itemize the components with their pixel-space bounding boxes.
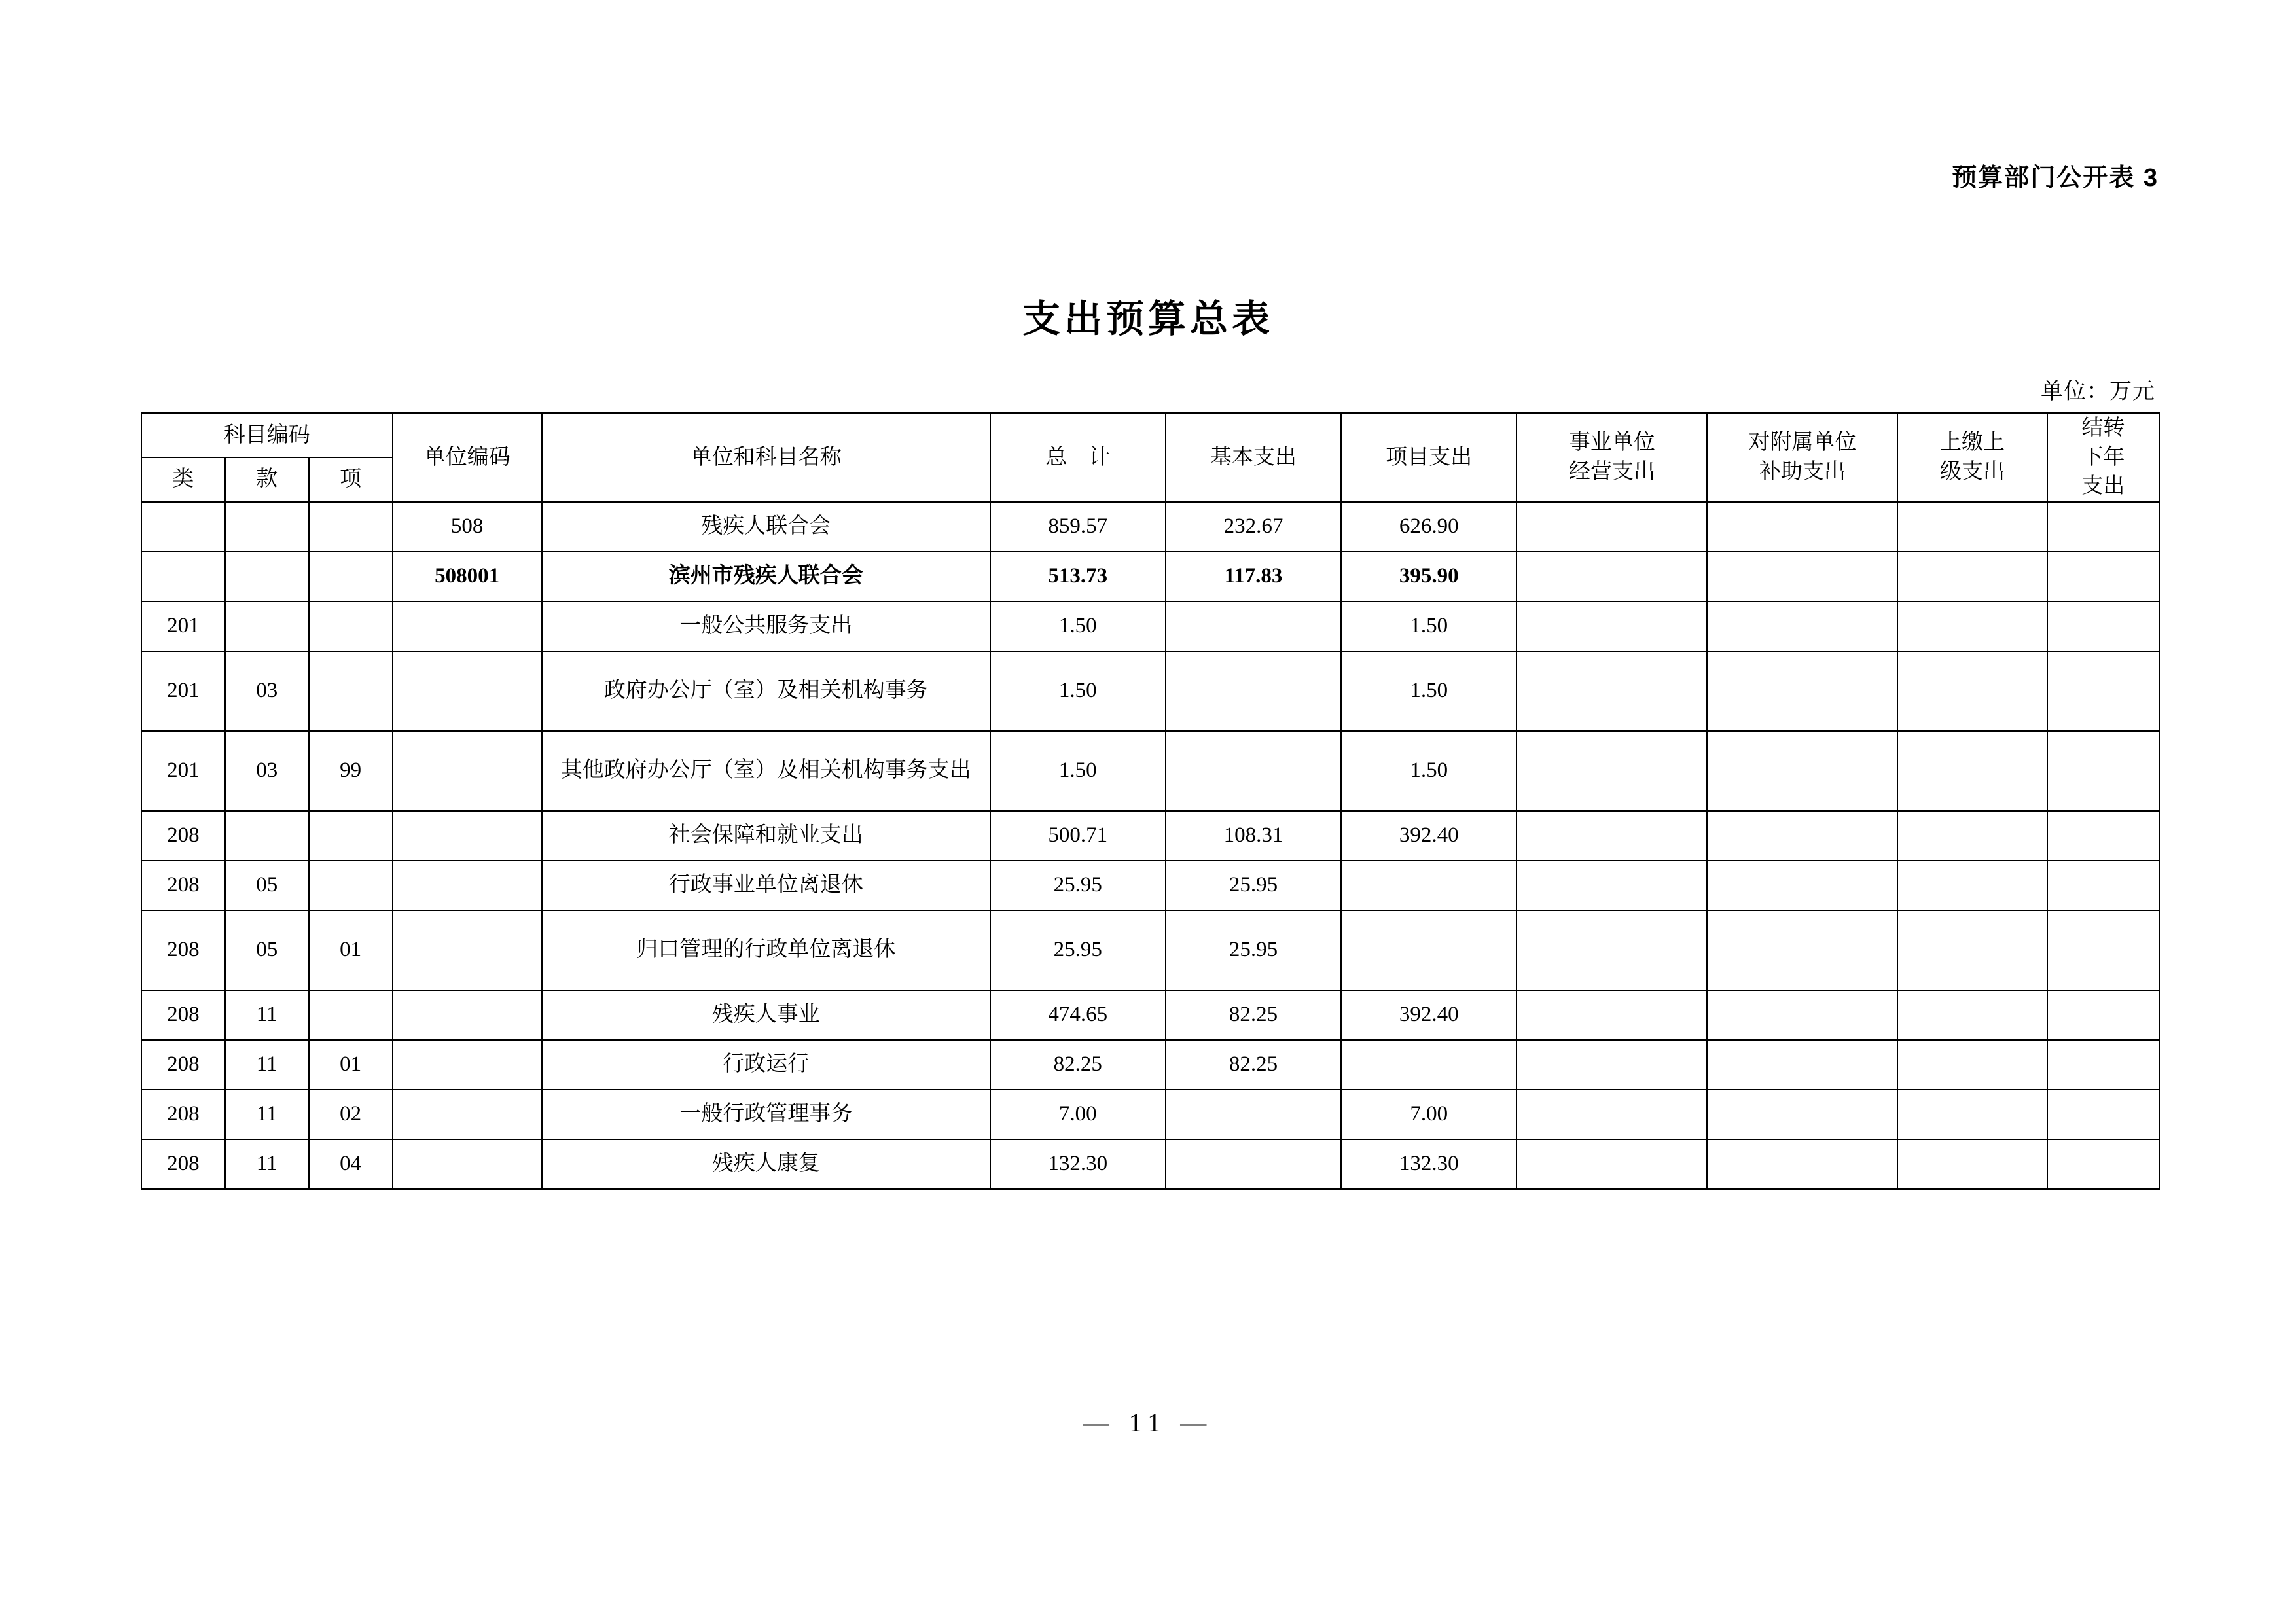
cell-xiang: 04: [309, 1139, 393, 1189]
cell-kuan: [225, 502, 309, 552]
cell-basic: 25.95: [1166, 910, 1341, 990]
cell-unit_code: [393, 990, 542, 1040]
cell-total: 513.73: [990, 552, 1166, 601]
cell-total: 25.95: [990, 910, 1166, 990]
cell-operating: [1516, 910, 1707, 990]
unit-note: 单位：万元: [2041, 380, 2155, 404]
cell-name: 社会保障和就业支出: [542, 811, 990, 861]
cell-basic: [1166, 1090, 1341, 1139]
cell-carryover: [2047, 1090, 2159, 1139]
header-project-expenditure: 项目支出: [1341, 413, 1516, 502]
cell-project: 1.50: [1341, 731, 1516, 811]
cell-unit_code: [393, 731, 542, 811]
cell-xiang: [309, 811, 393, 861]
cell-kuan: [225, 811, 309, 861]
header-unit-code: 单位编码: [393, 413, 542, 502]
header-remit-line2: 级支出: [1940, 459, 2005, 484]
cell-unit_code: 508: [393, 502, 542, 552]
cell-project: [1341, 861, 1516, 910]
cell-remit: [1897, 910, 2047, 990]
cell-unit_code: [393, 1090, 542, 1139]
cell-name: 归口管理的行政单位离退休: [542, 910, 990, 990]
cell-name: 滨州市残疾人联合会: [542, 552, 990, 601]
cell-carryover: [2047, 811, 2159, 861]
cell-operating: [1516, 731, 1707, 811]
cell-project: [1341, 1040, 1516, 1090]
cell-xiang: 01: [309, 1040, 393, 1090]
header-carryover-expenditure: [2047, 413, 2159, 502]
cell-kuan: 03: [225, 651, 309, 731]
cell-project: 395.90: [1341, 552, 1516, 601]
cell-lei: 201: [141, 651, 225, 731]
cell-basic: 117.83: [1166, 552, 1341, 601]
cell-lei: 208: [141, 1040, 225, 1090]
cell-total: 1.50: [990, 651, 1166, 731]
table-row: [141, 861, 2159, 910]
table-header-row-1: [141, 413, 2159, 457]
cell-name: 行政事业单位离退休: [542, 861, 990, 910]
header-remit-line1: 上缴上: [1940, 431, 2005, 455]
cell-name: 一般行政管理事务: [542, 1090, 990, 1139]
header-carryover-line3: 支出: [2081, 474, 2125, 499]
header-subsidy-expenditure: [1707, 413, 1897, 502]
cell-name: 一般公共服务支出: [542, 601, 990, 651]
table-row: [141, 601, 2159, 651]
header-lei: 类: [141, 457, 225, 502]
cell-kuan: 05: [225, 910, 309, 990]
cell-name: 政府办公厅（室）及相关机构事务: [542, 651, 990, 731]
cell-subsidy: [1707, 910, 1897, 990]
cell-unit_code: [393, 1139, 542, 1189]
header-operating-expenditure: [1516, 413, 1707, 502]
page-title: 支出预算总表: [1022, 298, 1274, 340]
cell-kuan: 03: [225, 731, 309, 811]
cell-remit: [1897, 552, 2047, 601]
table-row: [141, 502, 2159, 552]
cell-operating: [1516, 502, 1707, 552]
cell-remit: [1897, 811, 2047, 861]
cell-lei: 208: [141, 1090, 225, 1139]
cell-carryover: [2047, 1040, 2159, 1090]
cell-lei: 208: [141, 861, 225, 910]
cell-operating: [1516, 1040, 1707, 1090]
cell-carryover: [2047, 502, 2159, 552]
cell-remit: [1897, 601, 2047, 651]
cell-carryover: [2047, 1139, 2159, 1189]
table-row: [141, 1139, 2159, 1189]
table-row: [141, 910, 2159, 990]
cell-unit_code: [393, 861, 542, 910]
cell-remit: [1897, 1139, 2047, 1189]
cell-basic: 82.25: [1166, 990, 1341, 1040]
cell-lei: 201: [141, 731, 225, 811]
cell-name: 行政运行: [542, 1040, 990, 1090]
cell-operating: [1516, 811, 1707, 861]
cell-subsidy: [1707, 1139, 1897, 1189]
header-operating-line2: 经营支出: [1568, 459, 1655, 484]
cell-lei: 201: [141, 601, 225, 651]
cell-operating: [1516, 601, 1707, 651]
cell-project: 626.90: [1341, 502, 1516, 552]
header-name: 单位和科目名称: [542, 413, 990, 502]
cell-unit_code: [393, 811, 542, 861]
cell-subsidy: [1707, 552, 1897, 601]
cell-project: 1.50: [1341, 651, 1516, 731]
cell-total: 1.50: [990, 601, 1166, 651]
cell-xiang: [309, 990, 393, 1040]
cell-operating: [1516, 861, 1707, 910]
header-xiang: 项: [309, 457, 393, 502]
cell-xiang: [309, 861, 393, 910]
cell-project: 132.30: [1341, 1139, 1516, 1189]
header-operating-line1: 事业单位: [1568, 431, 1655, 455]
cell-kuan: 11: [225, 1139, 309, 1189]
cell-operating: [1516, 651, 1707, 731]
cell-lei: 208: [141, 1139, 225, 1189]
table-row: [141, 731, 2159, 811]
cell-total: 82.25: [990, 1040, 1166, 1090]
table-body: [141, 502, 2159, 1189]
cell-total: 132.30: [990, 1139, 1166, 1189]
cell-kuan: [225, 552, 309, 601]
cell-lei: [141, 502, 225, 552]
budget-table: [141, 412, 2160, 1190]
cell-basic: 82.25: [1166, 1040, 1341, 1090]
cell-name: 残疾人康复: [542, 1139, 990, 1189]
cell-remit: [1897, 1040, 2047, 1090]
header-total: 总 计: [990, 413, 1166, 502]
header-carryover-line2: 下年: [2081, 445, 2125, 469]
cell-carryover: [2047, 552, 2159, 601]
table-row: [141, 651, 2159, 731]
cell-project: 392.40: [1341, 990, 1516, 1040]
cell-total: 500.71: [990, 811, 1166, 861]
cell-subsidy: [1707, 811, 1897, 861]
cell-remit: [1897, 861, 2047, 910]
cell-subsidy: [1707, 1090, 1897, 1139]
cell-unit_code: [393, 910, 542, 990]
cell-total: 7.00: [990, 1090, 1166, 1139]
header-basic-expenditure: 基本支出: [1166, 413, 1341, 502]
cell-carryover: [2047, 651, 2159, 731]
cell-project: 392.40: [1341, 811, 1516, 861]
cell-operating: [1516, 990, 1707, 1040]
cell-basic: [1166, 651, 1341, 731]
cell-xiang: 01: [309, 910, 393, 990]
cell-carryover: [2047, 861, 2159, 910]
cell-xiang: [309, 552, 393, 601]
cell-carryover: [2047, 731, 2159, 811]
cell-operating: [1516, 552, 1707, 601]
page-number: — 11 —: [1083, 1408, 1213, 1437]
cell-lei: 208: [141, 811, 225, 861]
table-row: [141, 1040, 2159, 1090]
cell-unit_code: [393, 601, 542, 651]
cell-basic: 108.31: [1166, 811, 1341, 861]
cell-project: 7.00: [1341, 1090, 1516, 1139]
cell-basic: [1166, 1139, 1341, 1189]
cell-subsidy: [1707, 990, 1897, 1040]
cell-total: 474.65: [990, 990, 1166, 1040]
cell-total: 25.95: [990, 861, 1166, 910]
cell-name: 其他政府办公厅（室）及相关机构事务支出: [542, 731, 990, 811]
cell-subsidy: [1707, 651, 1897, 731]
cell-lei: 208: [141, 910, 225, 990]
cell-xiang: 99: [309, 731, 393, 811]
cell-unit_code: 508001: [393, 552, 542, 601]
header-subsidy-line1: 对附属单位: [1748, 431, 1857, 455]
cell-remit: [1897, 651, 2047, 731]
cell-operating: [1516, 1090, 1707, 1139]
cell-total: 859.57: [990, 502, 1166, 552]
cell-basic: [1166, 731, 1341, 811]
cell-total: 1.50: [990, 731, 1166, 811]
table-row: [141, 552, 2159, 601]
cell-lei: [141, 552, 225, 601]
cell-kuan: 11: [225, 1040, 309, 1090]
cell-basic: [1166, 601, 1341, 651]
cell-remit: [1897, 502, 2047, 552]
header-carryover-line1: 结转: [2081, 416, 2125, 440]
cell-xiang: [309, 651, 393, 731]
cell-remit: [1897, 990, 2047, 1040]
cell-kuan: 05: [225, 861, 309, 910]
cell-xiang: [309, 502, 393, 552]
table-row: [141, 811, 2159, 861]
header-code-group: 科目编码: [141, 413, 393, 457]
cell-carryover: [2047, 601, 2159, 651]
cell-kuan: 11: [225, 1090, 309, 1139]
cell-basic: 232.67: [1166, 502, 1341, 552]
cell-subsidy: [1707, 861, 1897, 910]
cell-project: [1341, 910, 1516, 990]
cell-carryover: [2047, 910, 2159, 990]
cell-project: 1.50: [1341, 601, 1516, 651]
header-kuan: 款: [225, 457, 309, 502]
page-header-label: 预算部门公开表 3: [1952, 164, 2159, 192]
cell-xiang: 02: [309, 1090, 393, 1139]
cell-unit_code: [393, 1040, 542, 1090]
cell-lei: 208: [141, 990, 225, 1040]
cell-xiang: [309, 601, 393, 651]
cell-subsidy: [1707, 731, 1897, 811]
cell-kuan: 11: [225, 990, 309, 1040]
cell-operating: [1516, 1139, 1707, 1189]
header-remit-expenditure: [1897, 413, 2047, 502]
cell-subsidy: [1707, 502, 1897, 552]
cell-carryover: [2047, 990, 2159, 1040]
table-row: [141, 1090, 2159, 1139]
cell-subsidy: [1707, 1040, 1897, 1090]
header-subsidy-line2: 补助支出: [1759, 459, 1846, 484]
cell-basic: 25.95: [1166, 861, 1341, 910]
table-row: [141, 990, 2159, 1040]
cell-name: 残疾人事业: [542, 990, 990, 1040]
cell-name: 残疾人联合会: [542, 502, 990, 552]
cell-remit: [1897, 731, 2047, 811]
cell-subsidy: [1707, 601, 1897, 651]
cell-unit_code: [393, 651, 542, 731]
cell-kuan: [225, 601, 309, 651]
cell-remit: [1897, 1090, 2047, 1139]
